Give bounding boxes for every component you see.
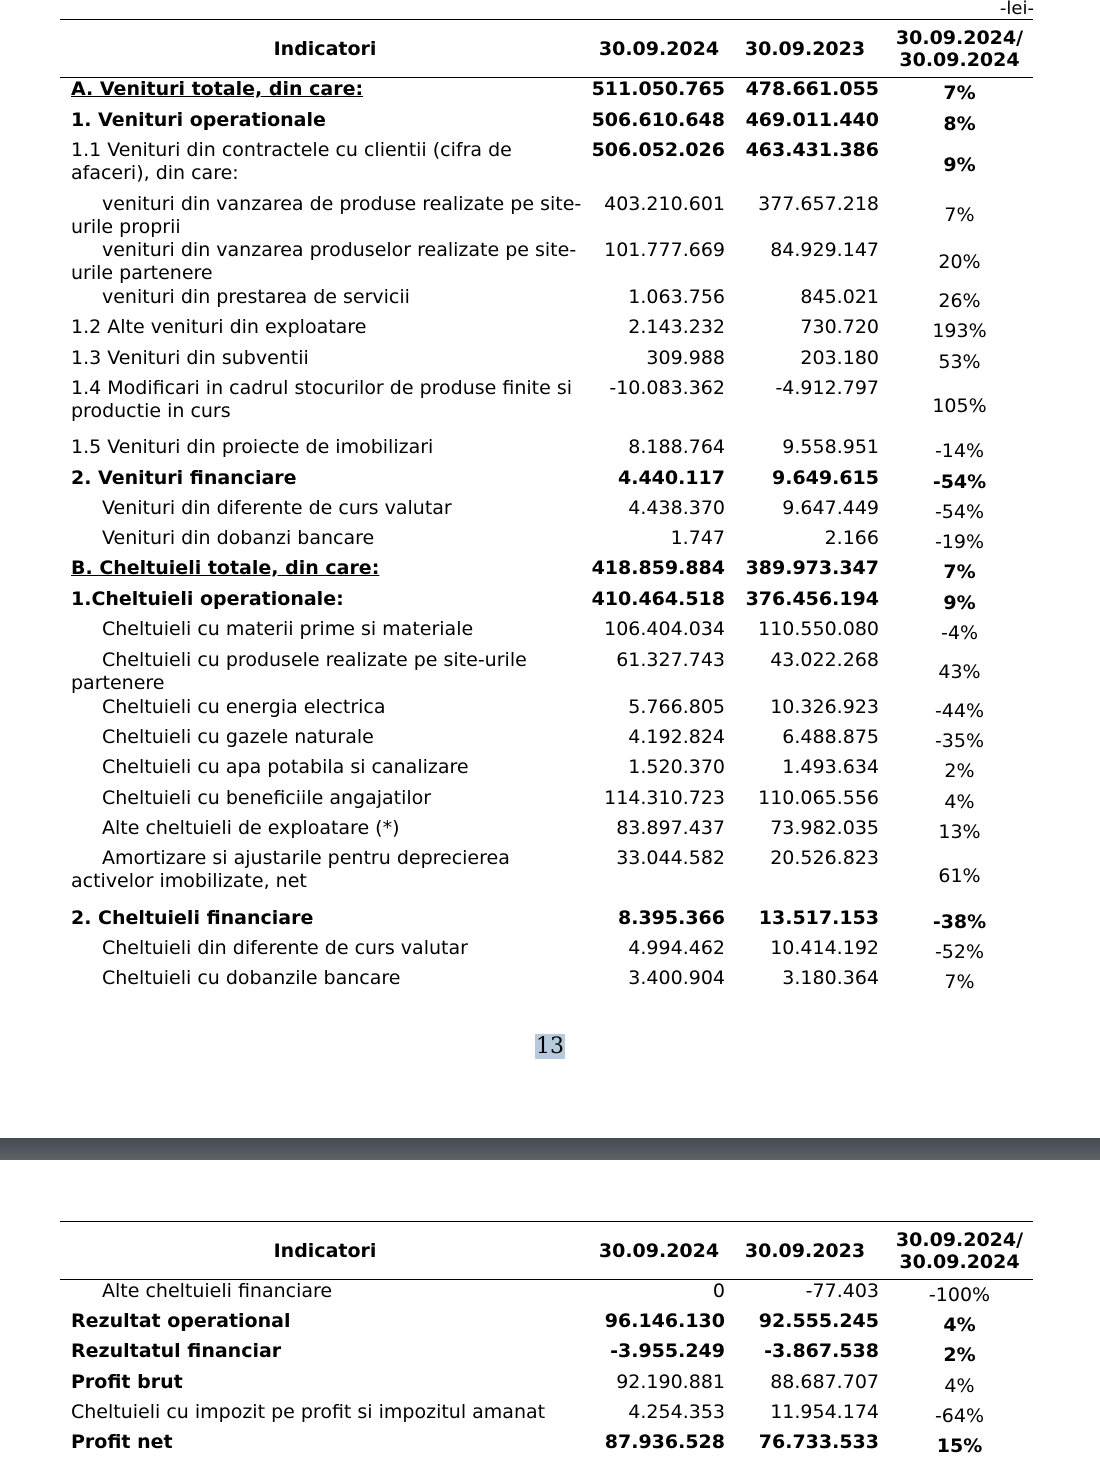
value-ratio: 7% bbox=[944, 204, 975, 226]
row-label-text: 2. Cheltuieli financiare bbox=[71, 906, 314, 929]
row-label bbox=[60, 347, 590, 377]
table-body bbox=[60, 78, 1033, 997]
value-2024: 8.395.366 bbox=[618, 906, 725, 929]
value-ratio: -52% bbox=[934, 940, 985, 963]
row-label-text: Profit brut bbox=[71, 1370, 183, 1393]
row-label-text: Cheltuieli cu energia electrica bbox=[102, 695, 386, 718]
table-row bbox=[60, 193, 1033, 239]
value-2023: 13.517.153 bbox=[758, 906, 879, 929]
value-ratio: 43% bbox=[938, 660, 981, 683]
table-row bbox=[60, 557, 1033, 588]
value-ratio: -35% bbox=[934, 729, 985, 752]
value-ratio: -19% bbox=[934, 530, 985, 553]
row-label-text: A. Venituri totale, din care: bbox=[71, 78, 364, 100]
row-label bbox=[60, 109, 590, 139]
row-label-text: Cheltuieli cu beneficiile angajatilor bbox=[102, 786, 432, 809]
value-2024: 96.146.130 bbox=[604, 1309, 725, 1332]
row-label-text: Alte cheltuieli financiare bbox=[102, 1280, 333, 1302]
value-2023: 376.456.194 bbox=[745, 587, 879, 610]
table-row bbox=[60, 377, 1033, 436]
table-row bbox=[60, 527, 1033, 557]
value-ratio: 26% bbox=[938, 289, 981, 312]
value-ratio: -54% bbox=[934, 500, 985, 523]
value-ratio: 9% bbox=[943, 154, 976, 176]
value-2023: -77.403 bbox=[805, 1280, 879, 1302]
table-row bbox=[60, 1340, 1033, 1371]
page-divider bbox=[0, 1138, 1100, 1160]
row-label bbox=[60, 937, 590, 967]
row-label bbox=[60, 817, 590, 847]
table-row bbox=[60, 756, 1033, 787]
table-row bbox=[60, 78, 1033, 109]
table-body bbox=[60, 1280, 1033, 1461]
value-ratio: -100% bbox=[928, 1284, 991, 1306]
value-2024: 2.143.232 bbox=[628, 315, 725, 338]
currency-unit: -lei- bbox=[999, 0, 1034, 19]
value-ratio: 7% bbox=[943, 560, 976, 583]
value-2023: 84.929.147 bbox=[770, 238, 879, 261]
value-ratio: -44% bbox=[934, 699, 985, 722]
value-2023: 845.021 bbox=[800, 285, 879, 308]
value-ratio: 7% bbox=[943, 82, 976, 104]
financial-table-part-1 bbox=[60, 19, 1033, 997]
value-2023: 730.720 bbox=[800, 315, 879, 338]
value-2024: 309.988 bbox=[646, 346, 725, 369]
row-label-text: venituri din vanzarea de produse realizate pe site-urile proprii bbox=[71, 192, 582, 238]
row-label bbox=[60, 618, 590, 649]
value-2023: 2.166 bbox=[824, 526, 879, 549]
value-2023: -4.912.797 bbox=[775, 376, 879, 399]
table-row bbox=[60, 847, 1033, 907]
value-2024: 4.254.353 bbox=[628, 1400, 725, 1423]
header-2024: 30.09.2024 bbox=[590, 20, 728, 78]
header-ratio: 30.09.2024/ 30.09.2024 bbox=[882, 1222, 1033, 1280]
value-2023: 389.973.347 bbox=[745, 556, 879, 579]
row-label bbox=[60, 377, 590, 436]
value-ratio: -4% bbox=[941, 621, 978, 644]
row-label-text: Rezultat operational bbox=[71, 1309, 291, 1332]
table-row bbox=[60, 239, 1033, 286]
value-2024: 403.210.601 bbox=[604, 192, 725, 215]
row-label-text: venituri din vanzarea produselor realizate pe site-urile partenere bbox=[71, 238, 577, 284]
row-label bbox=[60, 1310, 590, 1340]
row-label-text: venituri din prestarea de servicii bbox=[102, 285, 410, 308]
table-row bbox=[60, 286, 1033, 316]
table-row bbox=[60, 696, 1033, 726]
table-row bbox=[60, 649, 1033, 696]
row-label-text: Cheltuieli cu gazele naturale bbox=[102, 725, 374, 748]
row-label bbox=[60, 497, 590, 527]
value-2024: 0 bbox=[712, 1280, 725, 1302]
value-2024: -10.083.362 bbox=[609, 376, 725, 399]
row-label bbox=[60, 756, 590, 787]
row-label-text: B. Cheltuieli totale, din care: bbox=[71, 556, 380, 579]
row-label-text: 1.Cheltuieli operationale: bbox=[71, 587, 344, 610]
header-ratio: 30.09.2024/ 30.09.2024 bbox=[882, 20, 1033, 78]
row-label bbox=[60, 467, 590, 497]
table-row bbox=[60, 937, 1033, 967]
table-row bbox=[60, 139, 1033, 193]
value-2024: 506.610.648 bbox=[591, 108, 725, 131]
table-header-row bbox=[60, 1222, 1033, 1280]
value-2023: 9.647.449 bbox=[782, 496, 879, 519]
value-2024: 92.190.881 bbox=[616, 1370, 725, 1393]
header-2023: 30.09.2023 bbox=[728, 20, 882, 78]
table-row bbox=[60, 1280, 1033, 1310]
value-2024: 1.063.756 bbox=[628, 285, 725, 308]
value-ratio: -14% bbox=[934, 439, 985, 462]
row-label-text: Cheltuieli cu materii prime si materiale bbox=[102, 617, 474, 640]
value-2024: 61.327.743 bbox=[616, 648, 725, 671]
value-2024: 106.404.034 bbox=[604, 617, 725, 640]
row-label bbox=[60, 967, 590, 997]
value-2024: 114.310.723 bbox=[604, 786, 725, 809]
row-label-text: 1.2 Alte venituri din exploatare bbox=[71, 315, 367, 338]
table-row bbox=[60, 1431, 1033, 1461]
table-row bbox=[60, 436, 1033, 467]
header-indicatori: Indicatori bbox=[60, 20, 590, 78]
value-2023: 478.661.055 bbox=[745, 78, 879, 100]
table-row bbox=[60, 817, 1033, 847]
value-2023: 1.493.634 bbox=[782, 755, 879, 778]
table-row bbox=[60, 1310, 1033, 1340]
value-2023: 11.954.174 bbox=[770, 1400, 879, 1423]
row-label-text: Amortizare si ajustarile pentru deprecierea activelor imobilizate, net bbox=[71, 846, 510, 892]
value-ratio: 193% bbox=[932, 319, 987, 342]
value-ratio: 4% bbox=[944, 1374, 975, 1397]
value-ratio: 20% bbox=[938, 250, 981, 273]
row-label bbox=[60, 239, 590, 286]
value-ratio: 53% bbox=[938, 350, 981, 373]
row-label bbox=[60, 726, 590, 756]
row-label bbox=[60, 436, 590, 467]
table-row bbox=[60, 316, 1033, 347]
value-2024: 4.438.370 bbox=[628, 496, 725, 519]
value-ratio: 4% bbox=[943, 1313, 976, 1336]
value-2024: 1.747 bbox=[670, 526, 725, 549]
value-ratio: 7% bbox=[944, 970, 975, 993]
value-2023: 73.982.035 bbox=[770, 816, 879, 839]
value-ratio: 105% bbox=[932, 394, 987, 417]
row-label bbox=[60, 286, 590, 316]
table-row bbox=[60, 109, 1033, 139]
row-label bbox=[60, 847, 590, 907]
value-2023: 43.022.268 bbox=[770, 648, 879, 671]
row-label bbox=[60, 557, 590, 588]
value-2024: -3.955.249 bbox=[610, 1339, 725, 1362]
value-2023: -3.867.538 bbox=[764, 1339, 879, 1362]
row-label bbox=[60, 1371, 590, 1401]
value-2023: 88.687.707 bbox=[770, 1370, 879, 1393]
value-2024: 1.520.370 bbox=[628, 755, 725, 778]
row-label bbox=[60, 1431, 590, 1461]
table-row bbox=[60, 618, 1033, 649]
row-label-text: 1.4 Modificari in cadrul stocurilor de produse finite si productie in curs bbox=[71, 376, 573, 422]
table-row bbox=[60, 787, 1033, 817]
value-2023: 92.555.245 bbox=[758, 1309, 879, 1332]
value-2023: 469.011.440 bbox=[745, 108, 879, 131]
table-row bbox=[60, 497, 1033, 527]
table-row bbox=[60, 467, 1033, 497]
value-2024: 33.044.582 bbox=[616, 846, 725, 869]
row-label-text: 1.3 Venituri din subventii bbox=[71, 346, 309, 369]
row-label-text: Rezultatul financiar bbox=[71, 1339, 282, 1362]
table-row bbox=[60, 347, 1033, 377]
value-2023: 203.180 bbox=[800, 346, 879, 369]
row-label-text: Cheltuieli din diferente de curs valutar bbox=[102, 936, 468, 959]
value-ratio: -54% bbox=[932, 470, 987, 493]
header-2024: 30.09.2024 bbox=[590, 1222, 728, 1280]
table-row bbox=[60, 907, 1033, 937]
value-ratio: 61% bbox=[938, 865, 981, 887]
value-ratio: -38% bbox=[932, 910, 987, 933]
row-label-text: Cheltuieli cu produsele realizate pe site-urile partenere bbox=[71, 648, 527, 694]
financial-table-part-2 bbox=[60, 1221, 1033, 1461]
value-2024: 101.777.669 bbox=[604, 238, 725, 261]
row-label-text: Cheltuieli cu dobanzile bancare bbox=[102, 966, 401, 989]
row-label bbox=[60, 316, 590, 347]
value-ratio: 2% bbox=[944, 759, 975, 782]
row-label bbox=[60, 193, 590, 239]
value-ratio: 15% bbox=[936, 1434, 983, 1457]
value-ratio: 4% bbox=[944, 790, 975, 813]
value-ratio: 9% bbox=[943, 591, 976, 614]
row-label bbox=[60, 649, 590, 696]
row-label-text: 1. Venituri operationale bbox=[71, 108, 326, 131]
row-label-text: 1.5 Venituri din proiecte de imobilizari bbox=[71, 435, 434, 458]
value-2024: 3.400.904 bbox=[628, 966, 725, 989]
header-2023: 30.09.2023 bbox=[728, 1222, 882, 1280]
value-ratio: 13% bbox=[938, 820, 981, 843]
row-label-text: Cheltuieli cu apa potabila si canalizare bbox=[102, 755, 469, 778]
value-2023: 110.065.556 bbox=[758, 786, 879, 809]
value-2023: 110.550.080 bbox=[758, 617, 879, 640]
value-2024: 8.188.764 bbox=[628, 435, 725, 458]
row-label bbox=[60, 696, 590, 726]
table-row bbox=[60, 967, 1033, 997]
value-2024: 511.050.765 bbox=[591, 78, 725, 100]
row-label bbox=[60, 1280, 590, 1310]
row-label-text: Cheltuieli cu impozit pe profit si impozitul amanat bbox=[71, 1400, 546, 1423]
value-2023: 377.657.218 bbox=[758, 192, 879, 215]
row-label-text: Alte cheltuieli de exploatare (*) bbox=[102, 816, 400, 839]
row-label-text: Venituri din dobanzi bancare bbox=[102, 526, 375, 549]
row-label bbox=[60, 527, 590, 557]
value-2023: 20.526.823 bbox=[770, 846, 879, 869]
header-indicatori: Indicatori bbox=[60, 1222, 590, 1280]
row-label bbox=[60, 78, 590, 109]
row-label-text: 2. Venituri financiare bbox=[71, 466, 297, 489]
value-ratio: 8% bbox=[943, 112, 976, 135]
value-2023: 463.431.386 bbox=[745, 138, 879, 161]
table-header-row bbox=[60, 20, 1033, 78]
table-row bbox=[60, 726, 1033, 756]
row-label bbox=[60, 907, 590, 937]
row-label bbox=[60, 787, 590, 817]
row-label bbox=[60, 588, 590, 618]
value-2023: 76.733.533 bbox=[758, 1430, 879, 1453]
row-label-text: Profit net bbox=[71, 1430, 173, 1453]
value-ratio: -64% bbox=[934, 1404, 985, 1427]
value-2024: 4.994.462 bbox=[628, 936, 725, 959]
row-label bbox=[60, 139, 590, 193]
value-2023: 10.414.192 bbox=[770, 936, 879, 959]
value-2023: 10.326.923 bbox=[770, 695, 879, 718]
row-label-text: 1.1 Venituri din contractele cu clientii (cifra de afaceri), din care: bbox=[71, 138, 512, 184]
value-ratio: 2% bbox=[943, 1343, 976, 1366]
value-2024: 506.052.026 bbox=[591, 138, 725, 161]
value-2023: 6.488.875 bbox=[782, 725, 879, 748]
value-2023: 9.649.615 bbox=[772, 466, 879, 489]
value-2024: 4.192.824 bbox=[628, 725, 725, 748]
table-row bbox=[60, 1371, 1033, 1401]
row-label bbox=[60, 1401, 590, 1431]
value-2023: 9.558.951 bbox=[782, 435, 879, 458]
value-2024: 83.897.437 bbox=[616, 816, 725, 839]
table-row bbox=[60, 588, 1033, 618]
value-2024: 418.859.884 bbox=[591, 556, 725, 579]
value-2024: 410.464.518 bbox=[591, 587, 725, 610]
row-label-text: Venituri din diferente de curs valutar bbox=[102, 496, 452, 519]
value-2024: 87.936.528 bbox=[604, 1430, 725, 1453]
row-label bbox=[60, 1340, 590, 1371]
value-2024: 5.766.805 bbox=[628, 695, 725, 718]
table-row bbox=[60, 1401, 1033, 1431]
page-number: 13 bbox=[536, 1034, 564, 1059]
value-2024: 4.440.117 bbox=[618, 466, 725, 489]
value-2023: 3.180.364 bbox=[782, 966, 879, 989]
